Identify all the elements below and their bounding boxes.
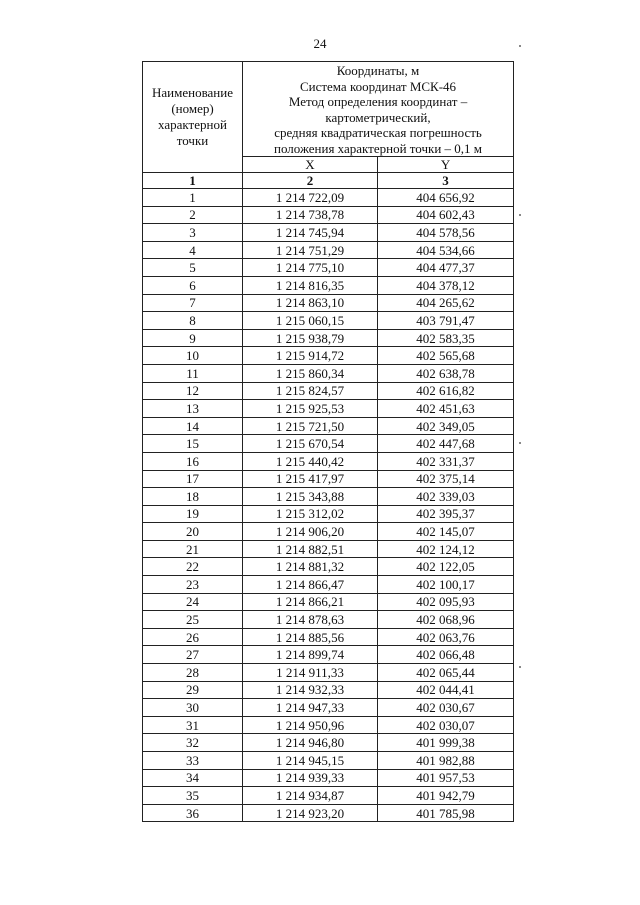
table-row bbox=[143, 294, 514, 312]
y-coordinate-cell: 404 378,12 bbox=[378, 276, 514, 294]
coordinates-table bbox=[142, 61, 514, 822]
y-coordinate-cell: 404 265,62 bbox=[378, 294, 514, 312]
table-row bbox=[143, 189, 514, 207]
point-number-cell: 17 bbox=[143, 470, 243, 488]
point-number-cell: 9 bbox=[143, 329, 243, 347]
x-coordinate-cell: 1 214 906,20 bbox=[243, 523, 378, 541]
table-row bbox=[143, 276, 514, 294]
table-row bbox=[143, 576, 514, 594]
coordinates-header-line: картометрический, bbox=[325, 109, 431, 125]
coordinates-header-line: средняя квадратическая погрешность bbox=[274, 125, 482, 140]
x-coordinate-cell: 1 214 950,96 bbox=[243, 716, 378, 734]
page-number: 24 bbox=[313, 36, 327, 51]
y-coordinate-cell: 404 656,92 bbox=[378, 189, 514, 207]
point-name-header-line: (номер) bbox=[171, 101, 214, 116]
x-coordinate-cell: 1 214 882,51 bbox=[243, 540, 378, 558]
x-coordinate-cell: 1 214 751,29 bbox=[243, 241, 378, 259]
table-row bbox=[143, 699, 514, 717]
coordinates-header-line: положения характерной точки – 0,1 м bbox=[274, 140, 483, 156]
x-coordinate-cell: 1 215 312,02 bbox=[243, 505, 378, 523]
y-coordinate-cell: 402 583,35 bbox=[378, 329, 514, 347]
x-coordinate-cell: 1 214 946,80 bbox=[243, 734, 378, 752]
y-coordinate-cell: 402 375,14 bbox=[378, 470, 514, 488]
point-number-cell: 15 bbox=[143, 435, 243, 453]
table-row bbox=[143, 452, 514, 470]
y-coordinate-cell: 404 602,43 bbox=[378, 206, 514, 224]
table-row bbox=[143, 347, 514, 365]
y-coordinate-cell: 402 095,93 bbox=[378, 593, 514, 611]
scan-speck bbox=[519, 442, 521, 444]
y-coordinate-cell: 402 339,03 bbox=[378, 488, 514, 506]
point-number-cell: 35 bbox=[143, 787, 243, 805]
y-coordinate-cell: 402 616,82 bbox=[378, 382, 514, 400]
x-coordinate-cell: 1 214 881,32 bbox=[243, 558, 378, 576]
x-coordinate-cell: 1 215 824,57 bbox=[243, 382, 378, 400]
point-number-cell: 27 bbox=[143, 646, 243, 664]
x-coordinate-cell: 1 214 745,94 bbox=[243, 224, 378, 242]
table-row bbox=[143, 716, 514, 734]
point-number-cell: 18 bbox=[143, 488, 243, 506]
scan-speck bbox=[519, 45, 521, 47]
point-number-cell: 11 bbox=[143, 364, 243, 382]
table-row bbox=[143, 224, 514, 242]
point-number-cell: 6 bbox=[143, 276, 243, 294]
x-coordinate-cell: 1 214 939,33 bbox=[243, 769, 378, 787]
table-row bbox=[143, 206, 514, 224]
y-coordinate-cell: 402 122,05 bbox=[378, 558, 514, 576]
y-coordinate-cell: 402 066,48 bbox=[378, 646, 514, 664]
column-number: 3 bbox=[378, 173, 514, 189]
table-row bbox=[143, 435, 514, 453]
point-number-cell: 12 bbox=[143, 382, 243, 400]
y-coordinate-cell: 402 395,37 bbox=[378, 505, 514, 523]
point-number-cell: 13 bbox=[143, 400, 243, 418]
x-coordinate-cell: 1 215 343,88 bbox=[243, 488, 378, 506]
table-row bbox=[143, 417, 514, 435]
column-number-row bbox=[143, 173, 514, 189]
point-name-header-line: характерной bbox=[158, 117, 227, 132]
y-coordinate-cell: 401 999,38 bbox=[378, 734, 514, 752]
x-coordinate-cell: 1 214 866,47 bbox=[243, 576, 378, 594]
table-row bbox=[143, 628, 514, 646]
y-coordinate-cell: 402 065,44 bbox=[378, 664, 514, 682]
y-coordinate-cell: 404 578,56 bbox=[378, 224, 514, 242]
y-coordinate-cell: 401 785,98 bbox=[378, 804, 514, 822]
x-coordinate-cell: 1 214 947,33 bbox=[243, 699, 378, 717]
table-row bbox=[143, 681, 514, 699]
y-coordinate-cell: 401 942,79 bbox=[378, 787, 514, 805]
point-number-cell: 4 bbox=[143, 241, 243, 259]
point-number-cell: 22 bbox=[143, 558, 243, 576]
point-number-cell: 10 bbox=[143, 347, 243, 365]
table-row bbox=[143, 400, 514, 418]
y-coordinate-cell: 403 791,47 bbox=[378, 312, 514, 330]
point-number-cell: 2 bbox=[143, 206, 243, 224]
table-row bbox=[143, 664, 514, 682]
table-row bbox=[143, 769, 514, 787]
y-coordinate-cell: 402 451,63 bbox=[378, 400, 514, 418]
table-body bbox=[143, 189, 514, 822]
point-name-header bbox=[143, 62, 243, 173]
y-coordinate-cell: 402 124,12 bbox=[378, 540, 514, 558]
table-row bbox=[143, 804, 514, 822]
x-coordinate-cell: 1 215 860,34 bbox=[243, 364, 378, 382]
table-row bbox=[143, 611, 514, 629]
coordinates-header bbox=[243, 62, 514, 157]
table-row bbox=[143, 646, 514, 664]
point-number-cell: 30 bbox=[143, 699, 243, 717]
x-coordinate-cell: 1 215 925,53 bbox=[243, 400, 378, 418]
x-coordinate-cell: 1 214 816,35 bbox=[243, 276, 378, 294]
point-number-cell: 21 bbox=[143, 540, 243, 558]
point-number-cell: 20 bbox=[143, 523, 243, 541]
point-name-header-line: точки bbox=[176, 133, 209, 148]
point-number-cell: 1 bbox=[143, 189, 243, 207]
x-coordinate-cell: 1 214 866,21 bbox=[243, 593, 378, 611]
y-coordinate-cell: 402 030,67 bbox=[378, 699, 514, 717]
point-number-cell: 16 bbox=[143, 452, 243, 470]
table-row bbox=[143, 540, 514, 558]
y-coordinate-cell: 402 068,96 bbox=[378, 611, 514, 629]
y-coordinate-cell: 402 331,37 bbox=[378, 452, 514, 470]
y-coordinate-cell: 402 063,76 bbox=[378, 628, 514, 646]
x-coordinate-cell: 1 214 932,33 bbox=[243, 681, 378, 699]
point-number-cell: 7 bbox=[143, 294, 243, 312]
point-number-cell: 31 bbox=[143, 716, 243, 734]
table-row bbox=[143, 523, 514, 541]
point-number-cell: 3 bbox=[143, 224, 243, 242]
x-coordinate-cell: 1 215 721,50 bbox=[243, 417, 378, 435]
y-coordinate-cell: 404 477,37 bbox=[378, 259, 514, 277]
table-row bbox=[143, 312, 514, 330]
point-number-cell: 33 bbox=[143, 752, 243, 770]
x-coordinate-cell: 1 215 440,42 bbox=[243, 452, 378, 470]
scan-speck bbox=[519, 214, 521, 216]
y-coordinate-cell: 401 957,53 bbox=[378, 769, 514, 787]
x-coordinate-cell: 1 214 934,87 bbox=[243, 787, 378, 805]
table-row bbox=[143, 787, 514, 805]
table-row bbox=[143, 734, 514, 752]
table-row bbox=[143, 241, 514, 259]
point-number-cell: 26 bbox=[143, 628, 243, 646]
y-axis-header: Y bbox=[378, 157, 514, 173]
y-coordinate-cell: 404 534,66 bbox=[378, 241, 514, 259]
x-axis-header: X bbox=[243, 157, 378, 173]
table-header bbox=[143, 62, 514, 189]
table-row bbox=[143, 505, 514, 523]
y-coordinate-cell: 402 100,17 bbox=[378, 576, 514, 594]
point-number-cell: 24 bbox=[143, 593, 243, 611]
table-row bbox=[143, 470, 514, 488]
point-number-cell: 36 bbox=[143, 804, 243, 822]
x-coordinate-cell: 1 214 885,56 bbox=[243, 628, 378, 646]
x-coordinate-cell: 1 215 914,72 bbox=[243, 347, 378, 365]
point-number-cell: 5 bbox=[143, 259, 243, 277]
x-coordinate-cell: 1 214 775,10 bbox=[243, 259, 378, 277]
point-number-cell: 29 bbox=[143, 681, 243, 699]
x-coordinate-cell: 1 214 945,15 bbox=[243, 752, 378, 770]
x-coordinate-cell: 1 214 911,33 bbox=[243, 664, 378, 682]
point-number-cell: 25 bbox=[143, 611, 243, 629]
x-coordinate-cell: 1 215 670,54 bbox=[243, 435, 378, 453]
y-coordinate-cell: 402 145,07 bbox=[378, 523, 514, 541]
header-row bbox=[143, 62, 514, 157]
table-row bbox=[143, 364, 514, 382]
scan-speck bbox=[519, 666, 521, 668]
point-name-header-line: Наименование bbox=[152, 85, 233, 100]
x-coordinate-cell: 1 214 878,63 bbox=[243, 611, 378, 629]
coordinates-header-line: Система координат МСК-46 bbox=[299, 78, 457, 94]
point-number-cell: 32 bbox=[143, 734, 243, 752]
x-coordinate-cell: 1 214 722,09 bbox=[243, 189, 378, 207]
y-coordinate-cell: 401 982,88 bbox=[378, 752, 514, 770]
table-row bbox=[143, 329, 514, 347]
column-number: 1 bbox=[143, 173, 243, 189]
x-coordinate-cell: 1 215 060,15 bbox=[243, 312, 378, 330]
point-number-cell: 14 bbox=[143, 417, 243, 435]
column-number: 2 bbox=[243, 173, 378, 189]
y-coordinate-cell: 402 565,68 bbox=[378, 347, 514, 365]
table-row bbox=[143, 259, 514, 277]
coordinates-header-line: Метод определения координат – bbox=[288, 94, 468, 109]
y-coordinate-cell: 402 447,68 bbox=[378, 435, 514, 453]
point-number-cell: 19 bbox=[143, 505, 243, 523]
x-coordinate-cell: 1 215 938,79 bbox=[243, 329, 378, 347]
y-coordinate-cell: 402 638,78 bbox=[378, 364, 514, 382]
table-row bbox=[143, 558, 514, 576]
point-number-cell: 34 bbox=[143, 769, 243, 787]
point-number-cell: 23 bbox=[143, 576, 243, 594]
y-coordinate-cell: 402 044,41 bbox=[378, 681, 514, 699]
coordinates-header-line: Координаты, м bbox=[336, 63, 420, 78]
x-coordinate-cell: 1 214 863,10 bbox=[243, 294, 378, 312]
x-coordinate-cell: 1 215 417,97 bbox=[243, 470, 378, 488]
x-coordinate-cell: 1 214 923,20 bbox=[243, 804, 378, 822]
table-row bbox=[143, 488, 514, 506]
table-row bbox=[143, 382, 514, 400]
x-coordinate-cell: 1 214 738,78 bbox=[243, 206, 378, 224]
table-row bbox=[143, 593, 514, 611]
x-coordinate-cell: 1 214 899,74 bbox=[243, 646, 378, 664]
point-number-cell: 8 bbox=[143, 312, 243, 330]
point-number-cell: 28 bbox=[143, 664, 243, 682]
y-coordinate-cell: 402 030,07 bbox=[378, 716, 514, 734]
table-row bbox=[143, 752, 514, 770]
y-coordinate-cell: 402 349,05 bbox=[378, 417, 514, 435]
